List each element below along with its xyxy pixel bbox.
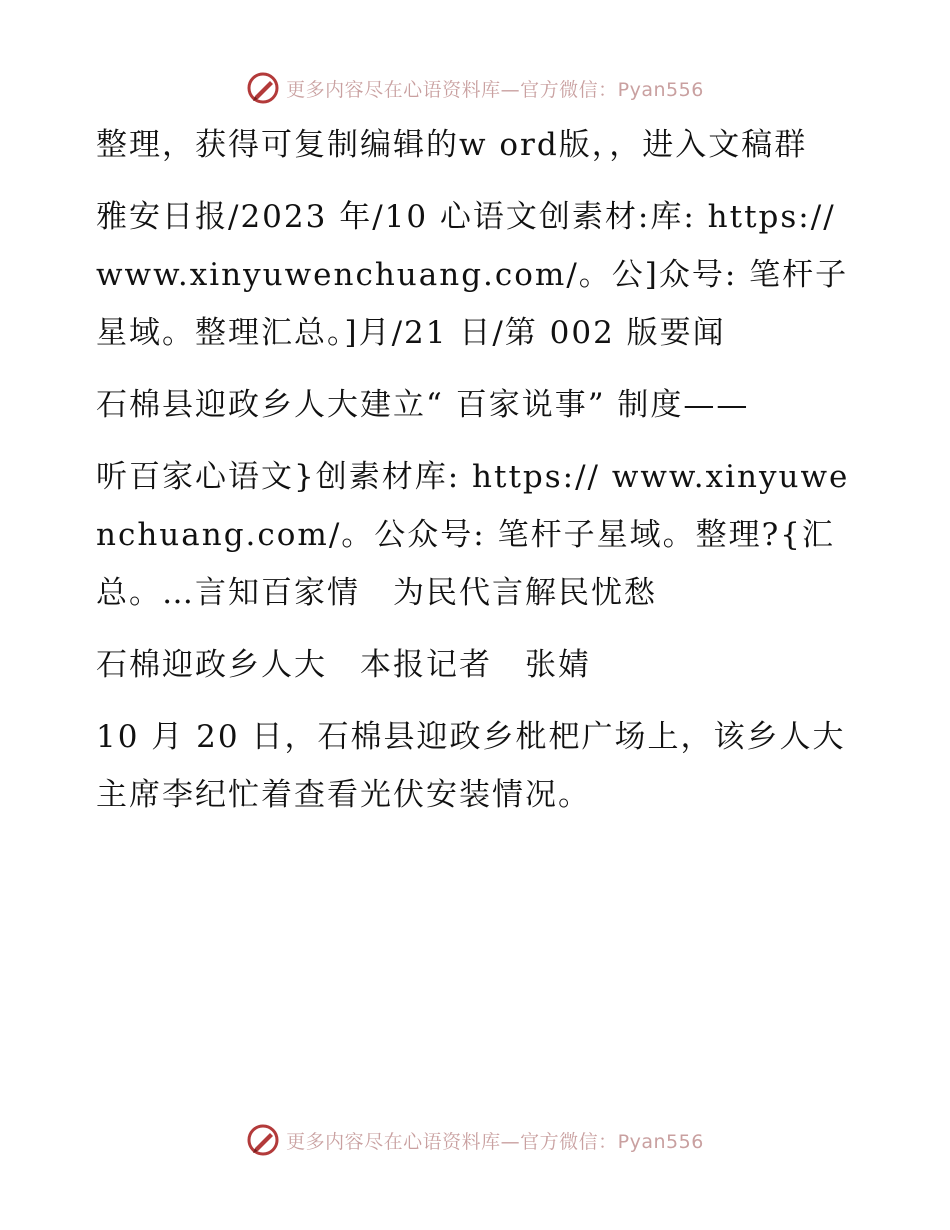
pen-circle-logo-icon	[246, 71, 280, 105]
watermark-text: 更多内容尽在心语资料库—官方微信：Pyan556	[286, 78, 704, 101]
paragraph-3: 石棉县迎政乡人大建立“ 百家说事” 制度——	[96, 387, 750, 423]
paragraph-4: 听百家心语文}创素材库: https:// www.xinyuwenchuang.com/。公众号: 笔杆子星域。整理?{汇总。…言知百家情 为民代言解民忧愁	[96, 459, 850, 611]
paragraph-5: 石棉迎政乡人大 本报记者 张婧	[96, 647, 591, 683]
pen-circle-logo-icon	[246, 1123, 280, 1157]
header-watermark	[0, 68, 950, 108]
paragraph-2: 雅安日报/2023 年/10 心语文创素材:库: https://www.xinyuwenchuang.com/。公]众号: 笔杆子星域。整理汇总。]月/21 日/第 002 版要闻	[96, 199, 849, 351]
watermark-text: 更多内容尽在心语资料库—官方微信：Pyan556	[286, 1130, 704, 1153]
watermark-group	[246, 1123, 704, 1157]
footer-watermark	[0, 1120, 950, 1160]
paragraph-6: 10 月 20 日，石棉县迎政乡枇杷广场上，该乡人大主席李纪忙着查看光伏安装情况。	[96, 719, 846, 813]
watermark-group	[246, 71, 704, 105]
paragraph-1: 整理，获得可复制编辑的w ord版，，进入文稿群	[96, 127, 808, 163]
document-body	[96, 116, 856, 838]
